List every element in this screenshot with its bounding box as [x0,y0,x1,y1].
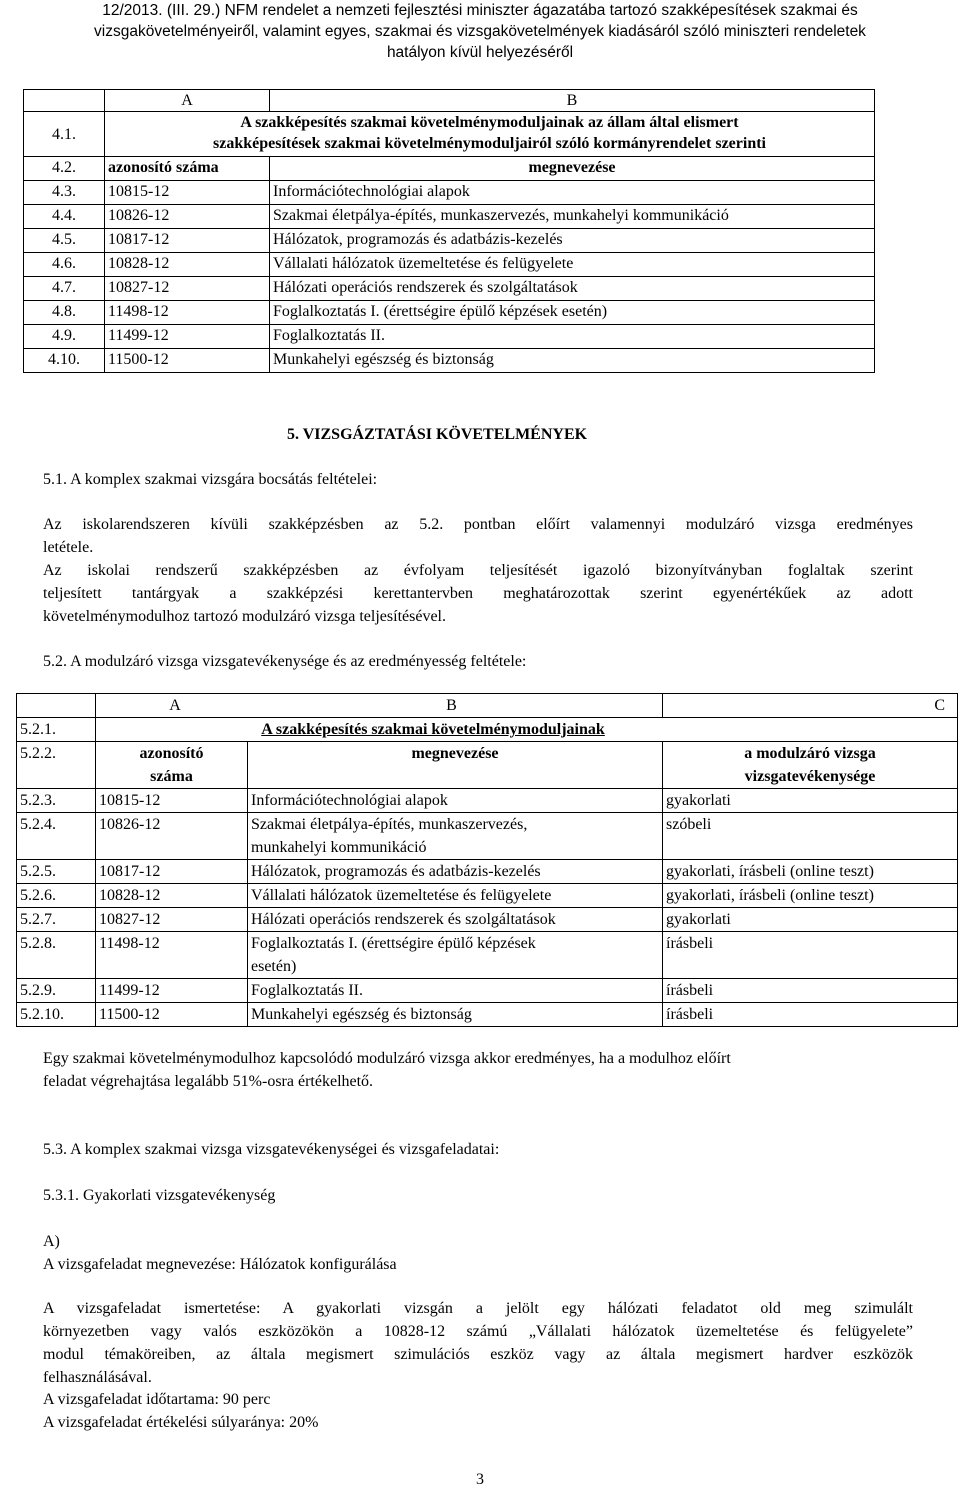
row-number: 5.2.2. [17,742,96,789]
task-duration: A vizsgafeladat időtartama: 90 perc [43,1391,271,1408]
table-row: 4.6. 10828-12 Vállalati hálózatok üzemeltetése és felügyelete [24,253,875,277]
subsection-5-3-1: 5.3.1. Gyakorlati vizsgatevékenység [43,1187,276,1204]
col-header-b: B [446,697,457,714]
code-header: azonosító száma [105,157,270,181]
subsection-5-3: 5.3. A komplex szakmai vizsga vizsgatevékenységei és vizsgafeladatai: [43,1141,500,1158]
table-row: 5.2.3. 10815-12 Információtechnológiai alapok gyakorlati [17,789,958,813]
paragraph-5-1-b: Az iskolai rendszerű szakképzésben az évfolyam teljesítését igazoló bizonyítványban foglaltak szerint teljesített tantárgyak a szakképzési kerettantervben meghatározottak szerint egyenértékűek az adott követelménymodulhoz tartozó modulzáró vizsga teljesítésével. [43,562,913,625]
code-header: azonosító száma [96,742,248,789]
header-line-1: 12/2013. (III. 29.) NFM rendelet a nemzeti fejlesztési miniszter ágazatába tartozó szakképesítések szakmai és [102,2,858,19]
table-title: A szakképesítés szakmai követelménymoduljainak az állam által elismert szakképesítések szakmai követelménymoduljairól szóló kormányrendelet szerinti [105,112,875,157]
table-row: 4.10. 11500-12 Munkahelyi egészség és biztonság [24,349,875,373]
paragraph-5-1-a: Az iskolarendszeren kívüli szakképzésben az 5.2. pontban előírt valamennyi modulzáró vizsga eredményes letétele. [43,516,913,556]
row-number: 4.1. [24,112,105,157]
section-title: 5. VIZSGÁZTATÁSI KÖVETELMÉNYEK [287,426,588,443]
name-header: megnevezése [270,157,875,181]
name-header: megnevezése [248,742,663,789]
exam-modules-table [16,693,958,1027]
row-number: 5.2.1. [17,718,96,742]
page-number: 3 [476,1471,484,1488]
part-label: A) [43,1233,60,1250]
task-weight: A vizsgafeladat értékelési súlyaránya: 20% [43,1414,319,1431]
row-number: 4.2. [24,157,105,181]
table-row: 4.5. 10817-12 Hálózatok, programozás és adatbázis-kezelés [24,229,875,253]
col-header-a: A [169,697,181,714]
table-row: 5.2.9. 11499-12 Foglalkoztatás II. írásbeli [17,979,958,1003]
table-row: 4.3. 10815-12 Információtechnológiai alapok [24,181,875,205]
header-line-3: hatályon kívül helyezéséről [386,44,574,61]
subsection-5-1: 5.1. A komplex szakmai vizsgára bocsátás feltételei: [43,471,378,488]
task-description: A vizsgafeladat ismertetése: A gyakorlati vizsgán a jelölt egy hálózati feladatot old meg szimulált környezetben vagy valós eszközökön a 10828-12 számú „Vállalati hálózatok üzemeltetése és felügyelete” modul témaköreiben, az általa megismert szimulációs eszköz vagy az általa megismert hardver eszközök felhasználásával. [43,1300,913,1386]
table-row: 5.2.4. 10826-12 Szakmai életpálya-építés, munkaszervezés, munkahelyi kommunikáció szóbeli [17,813,958,860]
document-header [0,0,960,63]
modules-table [23,89,875,373]
table-row: 4.7. 10827-12 Hálózati operációs rendszerek és szolgáltatások [24,277,875,301]
table-row: 5.2.8. 11498-12 Foglalkoztatás I. (érettségire épülő képzések esetén) írásbeli [17,932,958,979]
activity-header: a modulzáró vizsga vizsgatevékenysége [663,742,958,789]
table-row: 4.9. 11499-12 Foglalkoztatás II. [24,325,875,349]
table-row: 5.2.10. 11500-12 Munkahelyi egészség és biztonság írásbeli [17,1003,958,1027]
table-title: A szakképesítés szakmai követelménymoduljainak [96,718,958,742]
col-header-b: B [270,90,875,112]
table-row: 4.8. 11498-12 Foglalkoztatás I. (érettségire épülő képzések esetén) [24,301,875,325]
col-header-a: A [105,90,270,112]
header-line-2: vizsgakövetelményeiről, valamint egyes, szakmai és vizsgakövetelmények kiadásáról szóló miniszteri rendeletek [94,23,866,40]
col-header-c: C [663,694,958,718]
table-row: 5.2.7. 10827-12 Hálózati operációs rendszerek és szolgáltatások gyakorlati [17,908,958,932]
table-row: 4.4. 10826-12 Szakmai életpálya-építés, munkaszervezés, munkahelyi kommunikáció [24,205,875,229]
task-name: A vizsgafeladat megnevezése: Hálózatok konfigurálása [43,1256,397,1273]
paragraph-result: Egy szakmai követelménymodulhoz kapcsolódó modulzáró vizsga akkor eredményes, ha a modulhoz előírt feladat végrehajtása legalább 51%-osra értékelhető. [43,1050,731,1090]
table-row: 5.2.6. 10828-12 Vállalati hálózatok üzemeltetése és felügyelete gyakorlati, írásbeli (online teszt) [17,884,958,908]
table-row: 5.2.5. 10817-12 Hálózatok, programozás és adatbázis-kezelés gyakorlati, írásbeli (online teszt) [17,860,958,884]
subsection-5-2: 5.2. A modulzáró vizsga vizsgatevékenysége és az eredményesség feltétele: [43,653,527,670]
